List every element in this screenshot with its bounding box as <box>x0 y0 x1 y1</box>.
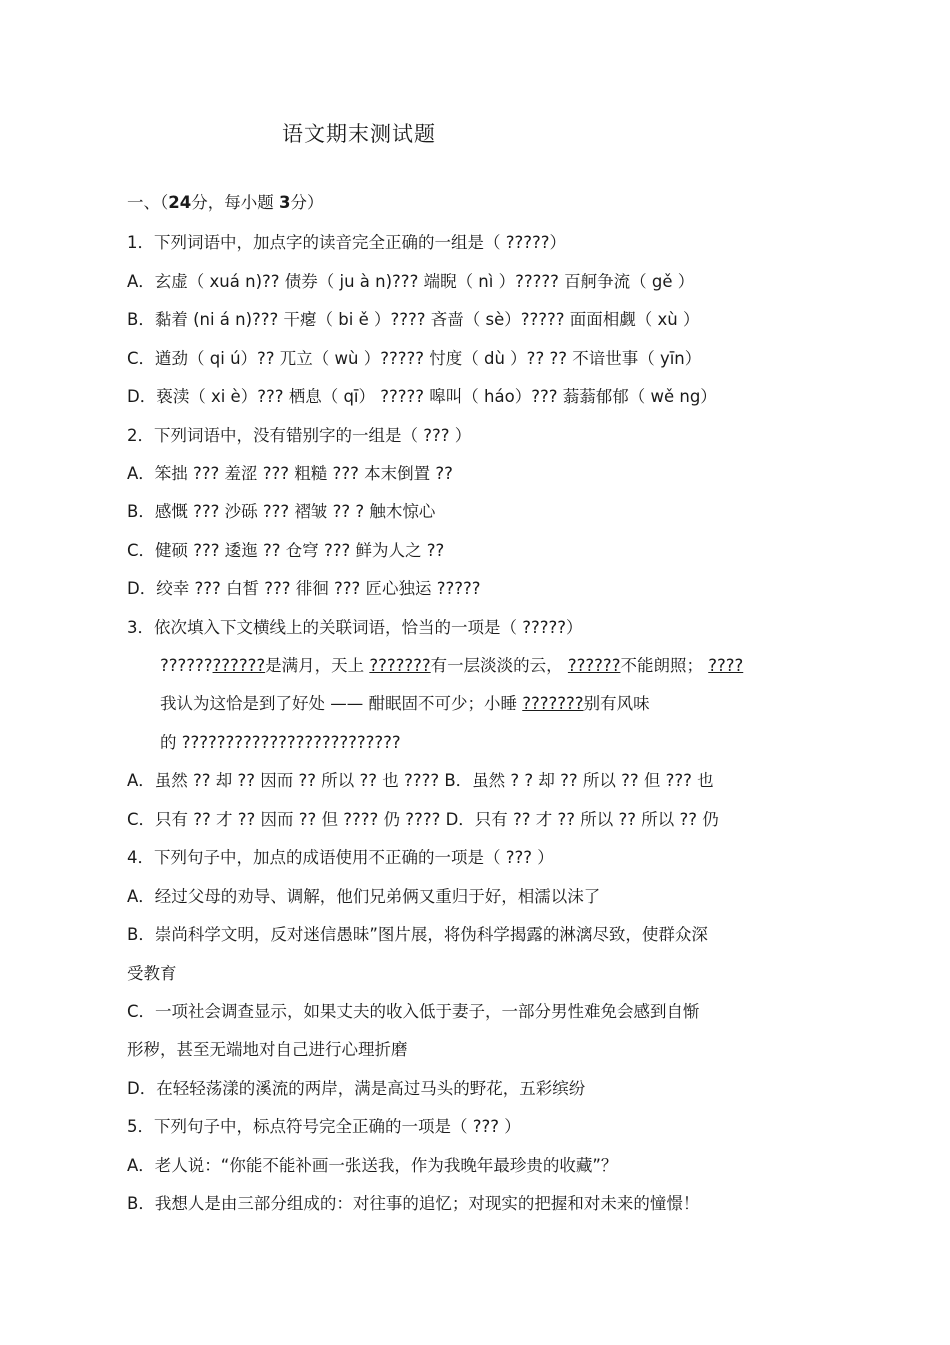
q3-passage-line-3: 的 ????????????????????????? <box>160 733 401 752</box>
q3-stem: 3．依次填入下文横线上的关联词语，恰当的一项是（ ?????） <box>127 618 583 637</box>
section-each-score: 3 <box>278 193 291 212</box>
section-prefix: 一、（ <box>127 193 169 212</box>
q3-blank-2: ??????? <box>369 656 431 675</box>
q1-option-d: D．亵渎（ xi è）??? 栖息（ qī） ????? 嗥叫（ háo）??? 蓊蓊郁郁（ wě ng） <box>127 387 717 406</box>
q3-blank-5: ??????? <box>522 694 584 713</box>
q1-option-a: A．玄虚（ xuá n)?? 债券（ ju à n)??? 端睨（ nì ）????? 百舸争流（ gě ） <box>127 272 695 291</box>
q3-passage-text: 有一层淡淡的云， <box>430 656 568 675</box>
q3-passage-text: 别有风味 <box>583 694 650 713</box>
q1-stem: 1．下列词语中，加点字的读音完全正确的一组是（ ?????） <box>127 233 567 252</box>
section-header <box>127 191 323 215</box>
q3-blank-text: ?????? <box>160 656 213 675</box>
q5-option-a: A．老人说：“你能不能补画一张送我，作为我晚年最珍贵的收藏”？ <box>127 1156 618 1175</box>
q3-passage-line-2 <box>160 692 650 716</box>
q2-option-d: D．绞幸 ??? 白皙 ??? 徘徊 ??? 匠心独运 ????? <box>127 579 481 598</box>
q3-passage-text: 是满月，天上 <box>265 656 370 675</box>
q3-passage-text: 不能朗照； <box>620 656 709 675</box>
q3-blank-4: ???? <box>708 656 744 675</box>
q2-option-c: C．健硕 ??? 逶迤 ?? 仓穹 ??? 鲜为人之 ?? <box>127 541 445 560</box>
q2-option-a: A．笨拙 ??? 羞涩 ??? 粗糙 ??? 本末倒置 ?? <box>127 464 453 483</box>
section-total-score: 24 <box>168 193 192 212</box>
q3-options-cd: C．只有 ?? 才 ?? 因而 ?? 但 ???? 仍 ???? D．只有 ?? 才 ?? 所以 ?? 所以 ?? 仍 <box>127 810 719 829</box>
q3-blank-1: ?????? <box>212 656 266 675</box>
q2-option-b: B．感慨 ??? 沙砾 ??? 褶皱 ?? ? 触木惊心 <box>127 502 436 521</box>
q3-passage-line-1 <box>160 654 743 678</box>
q4-option-a: A．经过父母的劝导、调解，他们兄弟俩又重归于好，相濡以沫了 <box>127 887 601 906</box>
q4-stem: 4．下列句子中，加点的成语使用不正确的一项是（ ??? ） <box>127 848 554 867</box>
q4-option-b-line-1: B．崇尚科学文明，反对迷信愚昧”图片展，将伪科学揭露的淋漓尽致，使群众深 <box>127 925 708 944</box>
q5-stem: 5．下列句子中，标点符号完全正确的一项是（ ??? ） <box>127 1117 521 1136</box>
q3-blank-3: ?????? <box>567 656 621 675</box>
q5-option-b: B．我想人是由三部分组成的：对往事的追忆；对现实的把握和对未来的憧憬！ <box>127 1194 700 1213</box>
q4-option-c-line-1: C．一项社会调查显示，如果丈夫的收入低于妻子，一部分男性难免会感到自惭 <box>127 1002 700 1021</box>
section-mid: 分，每小题 <box>191 193 274 212</box>
page-title: 语文期末测试题 <box>282 122 436 146</box>
q3-passage-text: 我认为这恰是到了好处 —— 酣眠固不可少；小睡 <box>160 694 523 713</box>
q3-options-ab: A．虽然 ?? 却 ?? 因而 ?? 所以 ?? 也 ???? B．虽然 ? ? 却 ?? 所以 ?? 但 ??? 也 <box>127 771 714 790</box>
q1-option-b: B．黏着 (ni á n)??? 干瘪（ bi ě ）???? 吝啬（ sè）????? 面面相觑（ xù ） <box>127 310 700 329</box>
q4-option-b-line-2: 受教育 <box>127 964 177 983</box>
q1-option-c: C．遒劲（ qi ú）?? 兀立（ wù ）????? 忖度（ dù ）?? ?? 不谙世事（ yīn） <box>127 349 702 368</box>
q2-stem: 2．下列词语中，没有错别字的一组是（ ??? ） <box>127 426 472 445</box>
q4-option-d: D．在轻轻荡漾的溪流的两岸，满是高过马头的野花，五彩缤纷 <box>127 1079 586 1098</box>
section-suffix: 分） <box>290 193 324 212</box>
q4-option-c-line-2: 形秽，甚至无端地对自己进行心理折磨 <box>127 1040 408 1059</box>
